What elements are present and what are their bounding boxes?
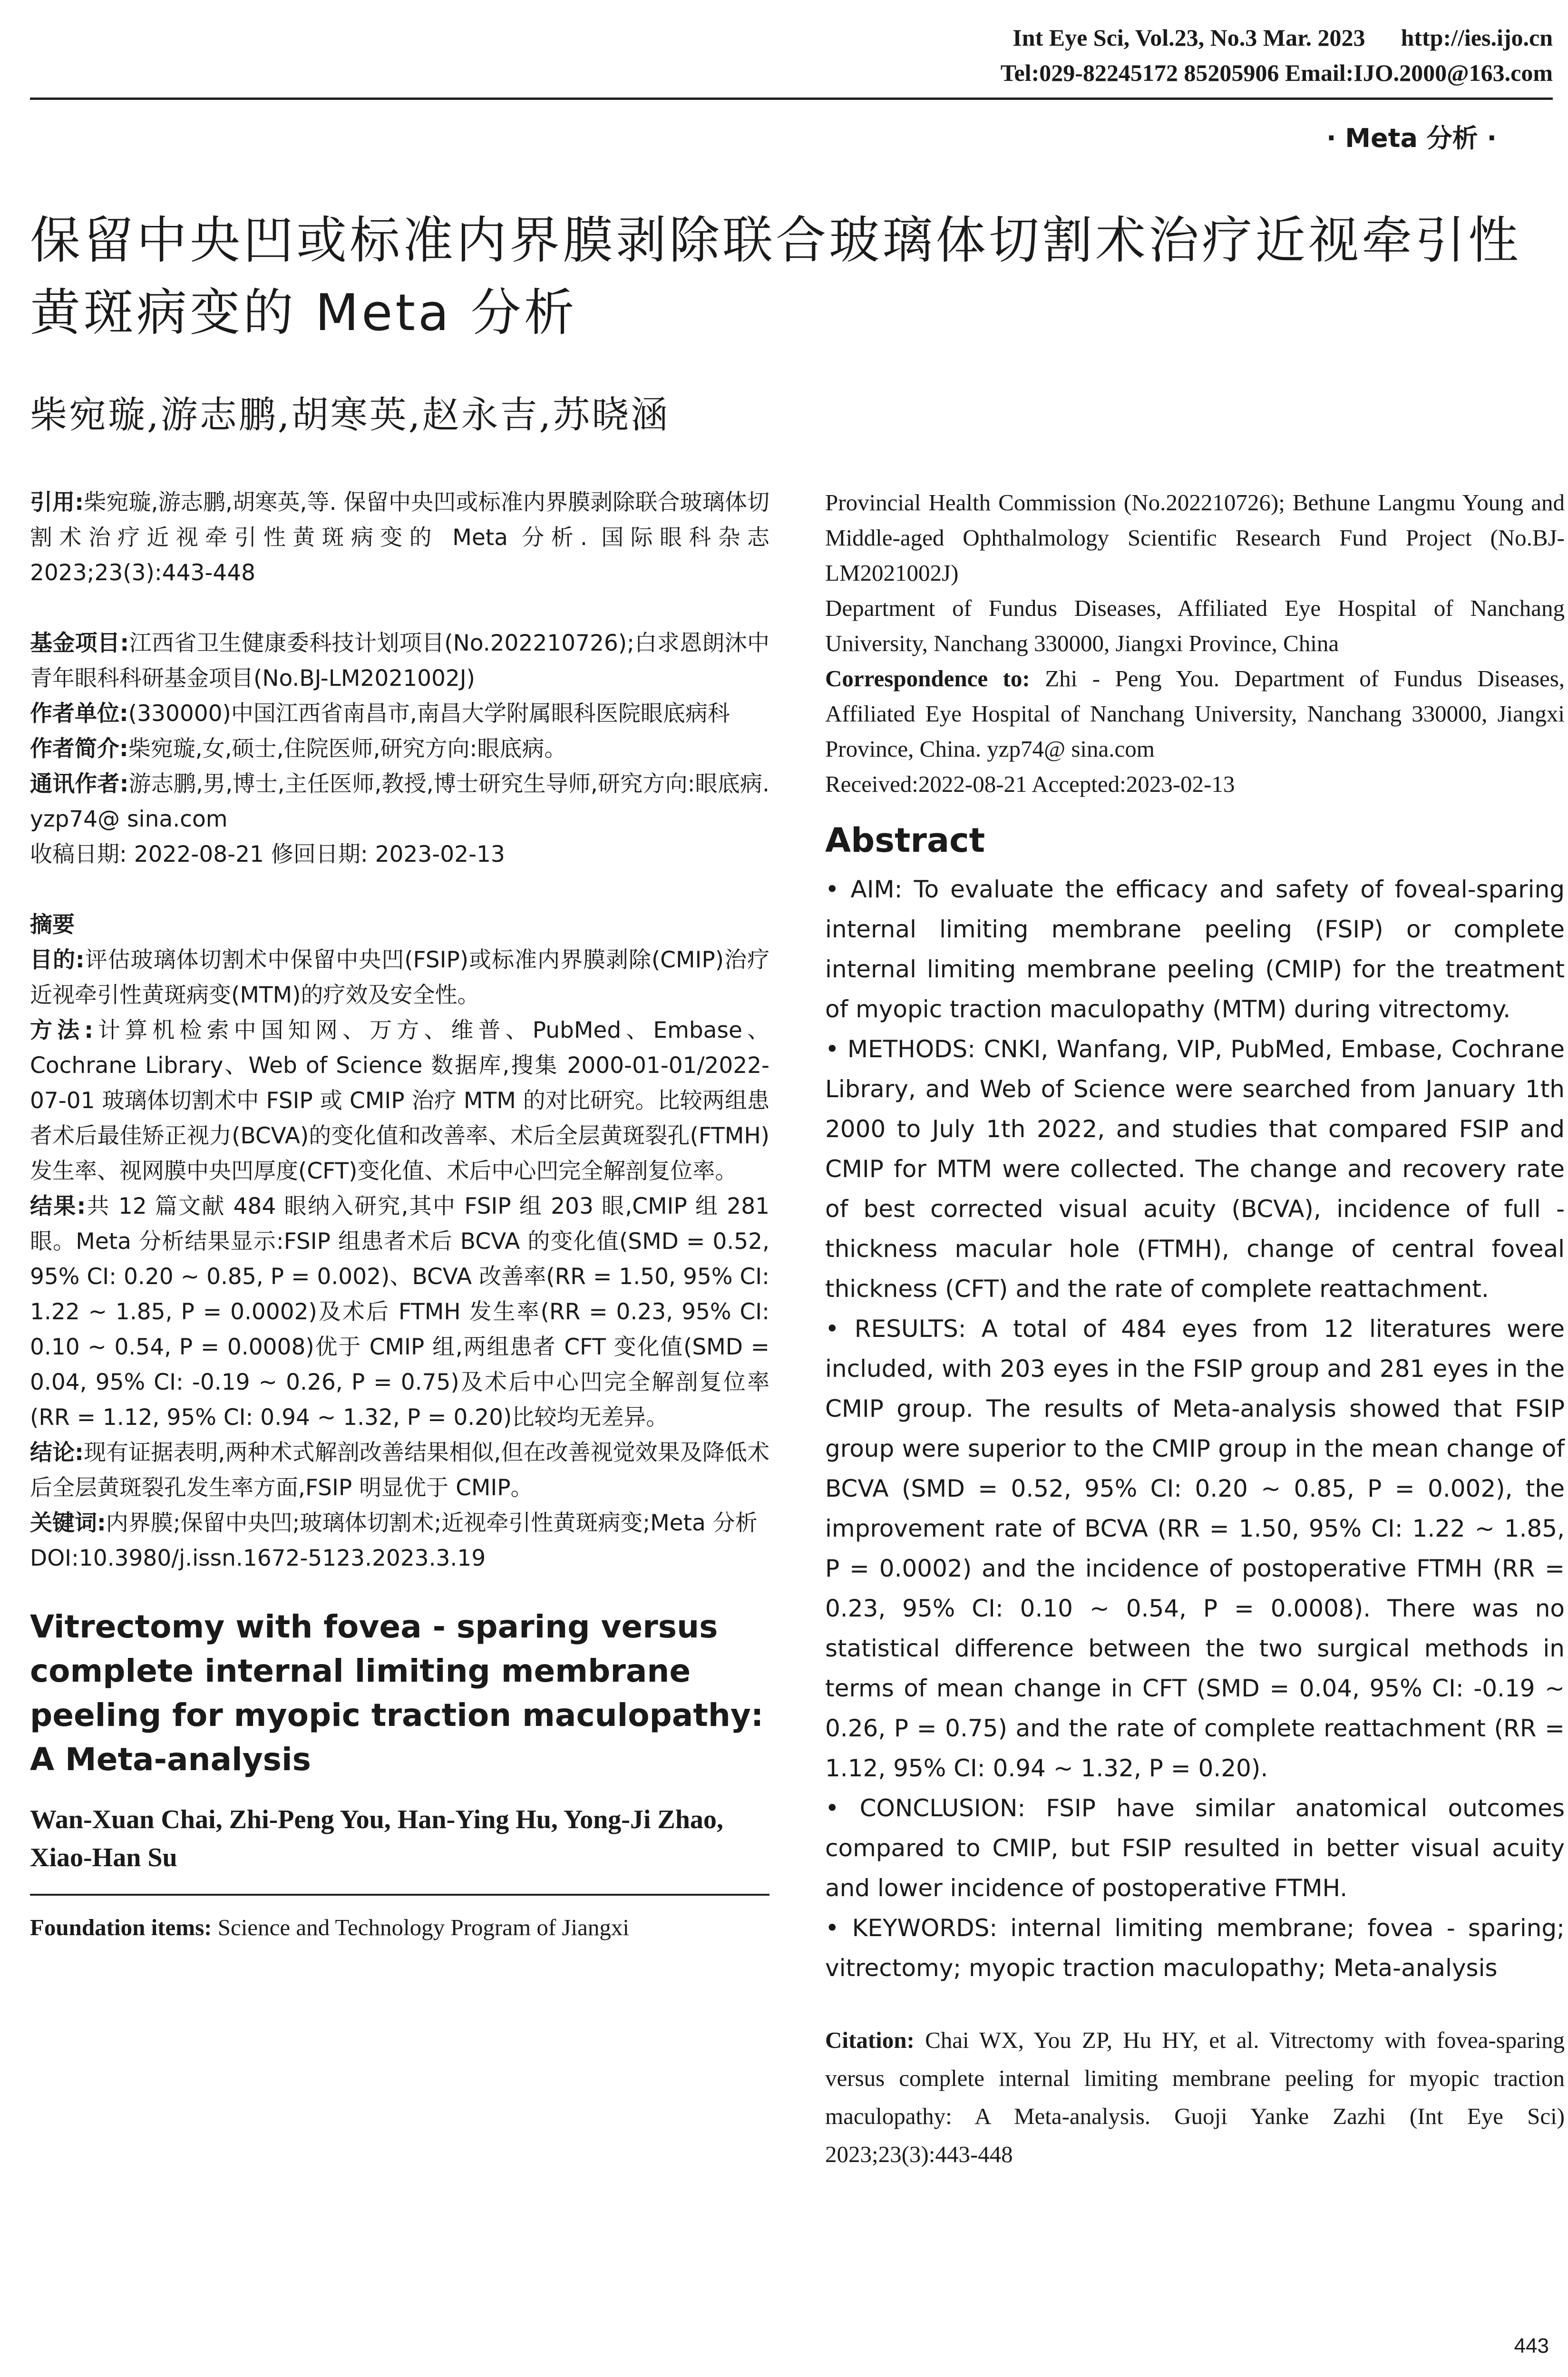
methods-cn-text: 计算机检索中国知网、万方、维普、PubMed、Embase、Cochrane Library、Web of Science 数据库,搜集 2000-01-01/2022-07-01 玻璃体切割术中 FSIP 或 CMIP 治疗 MTM 的对比研究。比较两组患者术后最佳矫正视力(BCVA)的变化值和改善率、术后全层黄斑裂孔(FTMH)发生率、视网膜中央凹厚度(CFT)变化值、术后中心凹完全解剖复位率。 xyxy=(30,1017,769,1184)
aim-en: • AIM: To evaluate the efficacy and safety of foveal-sparing internal limiting membrane peeling (FSIP) or complete internal limiting membrane peeling (CMIP) for the treatment of myopic traction maculopathy (MTM) during vitrectomy. xyxy=(825,876,1565,1023)
keywords-en: • KEYWORDS: internal limiting membrane; fovea - sparing; vitrectomy; myopic traction maculopathy; Meta-analysis xyxy=(825,1914,1565,1982)
bio-cn-text: 柴宛璇,女,硕士,住院医师,研究方向:眼底病。 xyxy=(128,736,567,762)
department-en: Department of Fundus Diseases, Affiliated Eye Hospital of Nanchang University, Nanchang 330000, Jiangxi Province, China xyxy=(825,595,1565,656)
corr-cn-label: 通讯作者: xyxy=(30,771,129,797)
citation-cn-text: 柴宛璇,游志鹏,胡寒英,等. 保留中央凹或标准内界膜剥除联合玻璃体切割术治疗近视牵引性黄斑病变的 Meta 分析. 国际眼科杂志 2023;23(3):443-448 xyxy=(30,489,770,586)
header-rule xyxy=(30,97,1553,100)
citation-en xyxy=(825,2021,1565,2173)
corr-en-text: Zhi - Peng You. Department of Fundus Diseases, Affiliated Eye Hospital of Nanchang University, Nanchang 330000, Jiangxi Province, China. yzp74@ sina.com xyxy=(825,665,1565,762)
journal-header-line1 xyxy=(761,23,1553,52)
citation-en-text: Chai WX, You ZP, Hu HY, et al. Vitrectomy with fovea-sparing versus complete internal limiting membrane peeling for myopic traction maculopathy: A Meta-analysis. Guoji Yanke Zazhi (Int Eye Sci) 2023;23(3):443-448 xyxy=(825,2027,1565,2167)
aim-cn-text: 评估玻璃体切割术中保留中央凹(FSIP)或标准内界膜剥除(CMIP)治疗近视牵引性黄斑病变(MTM)的疗效及安全性。 xyxy=(30,947,769,1008)
journal-url[interactable]: http://ies.ijo.cn xyxy=(1401,24,1553,51)
unit-cn xyxy=(30,696,769,731)
left-column xyxy=(30,485,769,1945)
authors-cn: 柴宛璇,游志鹏,胡寒英,赵永吉,苏晓涵 xyxy=(30,394,670,437)
unit-cn-label: 作者单位: xyxy=(30,701,128,727)
authors-rule xyxy=(30,1894,769,1896)
methods-cn-label: 方法: xyxy=(30,1017,93,1043)
keywords-cn-text: 内界膜;保留中央凹;玻璃体切割术;近视牵引性黄斑病变;Meta 分析 xyxy=(106,1510,758,1536)
corr-cn xyxy=(30,767,769,837)
results-cn-label: 结果: xyxy=(30,1193,86,1219)
fund-cn-label: 基金项目: xyxy=(30,630,129,656)
bio-cn-label: 作者简介: xyxy=(30,736,128,762)
aim-cn-label: 目的: xyxy=(30,947,85,973)
corr-cn-text: 游志鹏,男,博士,主任医师,教授,博士研究生导师,研究方向:眼底病. yzp74@ sina.com xyxy=(30,771,769,832)
unit-cn-text: (330000)中国江西省南昌市,南昌大学附属眼科医院眼底病科 xyxy=(128,701,730,727)
results-cn-text: 共 12 篇文献 484 眼纳入研究,其中 FSIP 组 203 眼,CMIP 组 281 眼。Meta 分析结果显示:FSIP 组患者术后 BCVA 的变化值(SMD = 0.52, 95% CI: 0.20 ~ 0.85, P = 0.002)、BCVA 改善率(RR = 1.50, 95% CI: 1.22 ~ 1.85, P = 0.0002)及术后 FTMH 发生率(RR = 0.23, 95% CI: 0.10 ~ 0.54, P = 0.0008)优于 CMIP 组,两组患者 CFT 变化值(SMD = 0.04, 95% CI: -0.19 ~ 0.26, P = 0.75)及术后中心凹完全解剖复位率(RR = 1.12, 95% CI: 0.94 ~ 1.32, P = 0.20)比较均无差异。 xyxy=(30,1193,770,1431)
methods-cn xyxy=(30,1013,769,1189)
abstract-heading-en: Abstract xyxy=(825,821,985,860)
conclusion-cn xyxy=(30,1435,769,1506)
right-column xyxy=(825,485,1565,2173)
keywords-cn-label: 关键词: xyxy=(30,1510,106,1536)
results-cn xyxy=(30,1189,769,1435)
foundation-en-cont: Provincial Health Commission (No.202210726); Bethune Langmu Young and Middle-aged Ophthalmology Scientific Research Fund Project (No.BJ-LM2021002J) xyxy=(825,489,1565,586)
aim-cn xyxy=(30,943,769,1013)
conclusion-cn-label: 结论: xyxy=(30,1440,84,1466)
abstract-heading-cn: 摘要 xyxy=(30,912,75,938)
corr-en xyxy=(825,661,1565,767)
page-number: 443 xyxy=(1514,2334,1549,2358)
fund-cn xyxy=(30,626,769,696)
conclusion-cn-text: 现有证据表明,两种术式解剖改善结果相似,但在改善视觉效果及降低术后全层黄斑裂孔发生率方面,FSIP 明显优于 CMIP。 xyxy=(30,1440,769,1501)
journal-info: Int Eye Sci, Vol.23, No.3 Mar. 2023 xyxy=(1013,24,1365,51)
foundation-en-label: Foundation items: xyxy=(30,1914,212,1940)
authors-en: Wan-Xuan Chai, Zhi-Peng You, Han-Ying Hu, Yong-Ji Zhao, Xiao-Han Su xyxy=(30,1805,723,1872)
results-en: • RESULTS: A total of 484 eyes from 12 literatures were included, with 203 eyes in the FSIP group and 281 eyes in the CMIP group. The results of Meta-analysis showed that FSIP group were superior to the CMIP group in the mean change of BCVA (SMD = 0.52, 95% CI: 0.20 ~ 0.85, P = 0.002), the improvement rate of BCVA (RR = 1.50, 95% CI: 1.22 ~ 1.85, P = 0.0002) and the incidence of postoperative FTMH (RR = 0.23, 95% CI: 0.10 ~ 0.54, P = 0.0008). There was no statistical difference between the two surgical methods in terms of mean change in CFT (SMD = 0.04, 95% CI: -0.19 ~ 0.26, P = 0.75) and the rate of complete reattachment (RR = 1.12, 95% CI: 0.94 ~ 1.32, P = 0.20). xyxy=(825,1315,1565,1782)
methods-en: • METHODS: CNKI, Wanfang, VIP, PubMed, Embase, Cochrane Library, and Web of Science were searched from January 1th 2000 to July 1th 2022, and studies that compared FSIP and CMIP for MTM were collected. The change and recovery rate of best corrected visual acuity (BCVA), incidence of full - thickness macular hole (FTMH), change of central foveal thickness (CFT) and the rate of complete reattachment. xyxy=(825,1035,1565,1303)
keywords-cn xyxy=(30,1506,769,1541)
citation-cn xyxy=(30,485,769,591)
foundation-en-text: Science and Technology Program of Jiangxi xyxy=(217,1914,629,1940)
doi[interactable]: DOI:10.3980/j.issn.1672-5123.2023.3.19 xyxy=(30,1545,486,1571)
section-tag: · Meta 分析 · xyxy=(1326,123,1497,153)
bio-cn xyxy=(30,731,769,767)
article-title-en: Vitrectomy with fovea - sparing versus complete internal limiting membrane peeling for myopic traction maculopathy: A Meta-analysis xyxy=(30,1608,764,1778)
conclusion-en: • CONCLUSION: FSIP have similar anatomical outcomes compared to CMIP, but FSIP resulted in better visual acuity and lower incidence of postoperative FTMH. xyxy=(825,1794,1565,1902)
dates-en: Received:2022-08-21 Accepted:2023-02-13 xyxy=(825,771,1235,797)
foundation-en xyxy=(30,1910,769,1945)
corr-en-label: Correspondence to: xyxy=(825,665,1030,692)
citation-en-label: Citation: xyxy=(825,2027,915,2053)
citation-cn-label: 引用: xyxy=(30,489,84,516)
dates-cn: 收稿日期: 2022-08-21 修回日期: 2023-02-13 xyxy=(30,841,505,867)
fund-cn-text: 江西省卫生健康委科技计划项目(No.202210726);白求恩朗沐中青年眼科科研基金项目(No.BJ-LM2021002J) xyxy=(30,630,769,692)
journal-contact: Tel:029-82245172 85205906 Email:IJO.2000@163.com xyxy=(1000,59,1553,86)
article-title-cn: 保留中央凹或标准内界膜剥除联合玻璃体切割术治疗近视牵引性黄斑病变的 Meta 分析 xyxy=(30,211,1521,342)
